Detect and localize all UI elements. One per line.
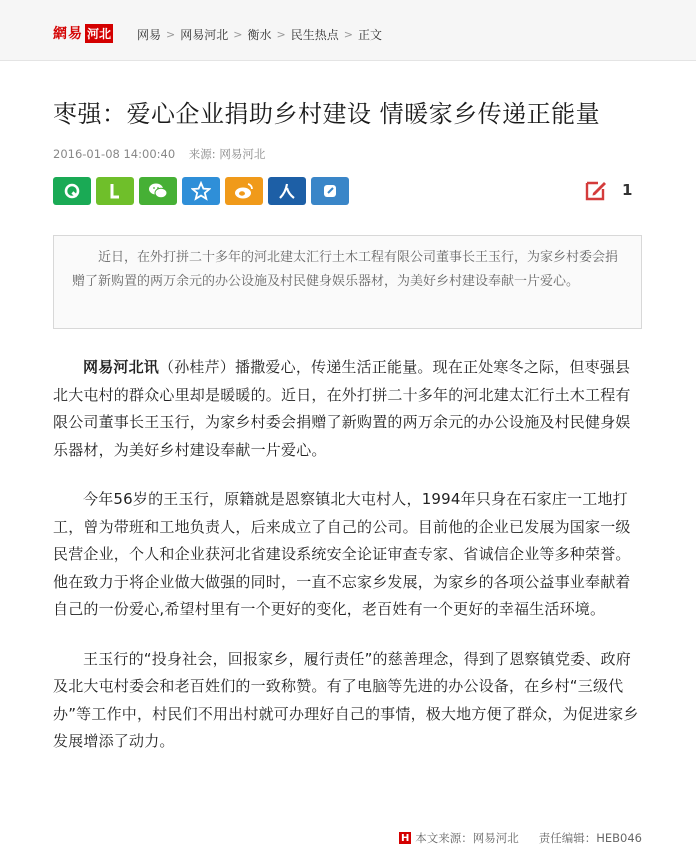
comment-edit-icon <box>583 177 609 203</box>
wechat-icon <box>147 181 169 201</box>
breadcrumb-item-current: 正文 <box>357 28 382 42</box>
article-paragraph: 今年56岁的王玉行，原籍就是恩察镇北大屯村人，1994年只身在石家庄一工地打工，曾为带班和工地负责人，后来成立了自己的公司。目前他的企业已发展为国家一级民营企业，个人和企业获河北省建设系统安全论证审查专家、省诚信企业等多种荣誉。他在致力于将企业做大做强的同时，一直不忘家乡发展，为家乡的各项公益事业奉献着自己的一份爱心,希望村里有一个更好的变化，老百姓有一个更好的幸福生活环境。 <box>53 490 631 618</box>
breadcrumb-separator-icon: > <box>343 28 353 41</box>
article-meta <box>53 146 275 162</box>
lead-byline: 网易河北讯 <box>83 358 160 376</box>
article-paragraph: 王玉行的“投身社会，回报家乡，履行责任”的慈善理念，得到了恩察镇党委、政府及北大屯村委会和老百姓们的一致称赞。有了电脑等先进的办公设备，在乡村“三级代办”等工作中，村民们不用出村就可办理好自己的事情，极大地方便了群众，为促进家乡发展增添了动力。 <box>53 649 639 750</box>
netease-hebei-logo[interactable] <box>53 24 113 42</box>
top-navigation-bar <box>0 0 696 61</box>
breadcrumb-separator-icon: > <box>233 28 243 41</box>
breadcrumb-item-hengshui[interactable]: 衡水 <box>247 28 272 42</box>
article-paragraph <box>53 354 645 464</box>
weibo-icon <box>233 181 255 201</box>
breadcrumb <box>137 26 382 43</box>
breadcrumb-separator-icon: > <box>166 28 176 41</box>
breadcrumb-item-netease[interactable]: 网易 <box>137 28 162 42</box>
qzone-icon <box>62 181 82 201</box>
share-youdao-button[interactable] <box>311 177 349 205</box>
article-body <box>53 354 645 778</box>
breadcrumb-item-livelihood[interactable]: 民生热点 <box>290 28 339 42</box>
renren-icon <box>277 181 297 201</box>
breadcrumb-item-netease-hebei[interactable]: 网易河北 <box>180 28 229 42</box>
article-source: 来源: 网易河北 <box>188 147 266 161</box>
share-weibo-button[interactable] <box>225 177 263 205</box>
share-renren-button[interactable] <box>268 177 306 205</box>
footer-source: 本文来源：网易河北 <box>415 831 519 845</box>
share-wechat-button[interactable] <box>139 177 177 205</box>
share-laiwang-button[interactable] <box>96 177 134 205</box>
comment-link[interactable] <box>583 177 632 203</box>
logo-main-text: 網易 <box>53 26 83 42</box>
youdao-icon <box>320 181 340 201</box>
article-summary-box: 近日，在外打拼二十多年的河北建太汇行土木工程有限公司董事长王玉行，为家乡村委会捐赠了新购置的两万余元的办公设施及村民健身娱乐器材，为美好乡村建设奉献一片爱心。 <box>53 235 642 329</box>
share-toolbar <box>53 177 349 205</box>
article-footer <box>399 830 642 846</box>
article-title: 枣强：爱心企业捐助乡村建设 情暖家乡传递正能量 <box>53 100 601 128</box>
share-favorite-button[interactable] <box>182 177 220 205</box>
logo-region-text: 河北 <box>85 24 113 43</box>
paragraph-text: （孙桂芹）播撒爱心，传递生活正能量。现在正处寒冬之际，但枣强县北大屯村的群众心里却是暖暖的。近日，在外打拼二十多年的河北建太汇行土木工程有限公司董事长王玉行，为家乡村委会捐赠了新购置的两万余元的办公设施及村民健身娱乐器材，为美好乡村建设奉献一片爱心。 <box>53 358 631 459</box>
netease-h-icon: H <box>401 832 410 844</box>
favorite-icon <box>191 181 211 201</box>
article-date: 2016-01-08 14:00:40 <box>53 147 176 161</box>
breadcrumb-separator-icon: > <box>276 28 286 41</box>
laiwang-icon <box>105 181 125 201</box>
footer-editor: 责任编辑：HEB046 <box>538 831 642 845</box>
comment-count: 1 <box>622 181 633 199</box>
share-qzone-button[interactable] <box>53 177 91 205</box>
